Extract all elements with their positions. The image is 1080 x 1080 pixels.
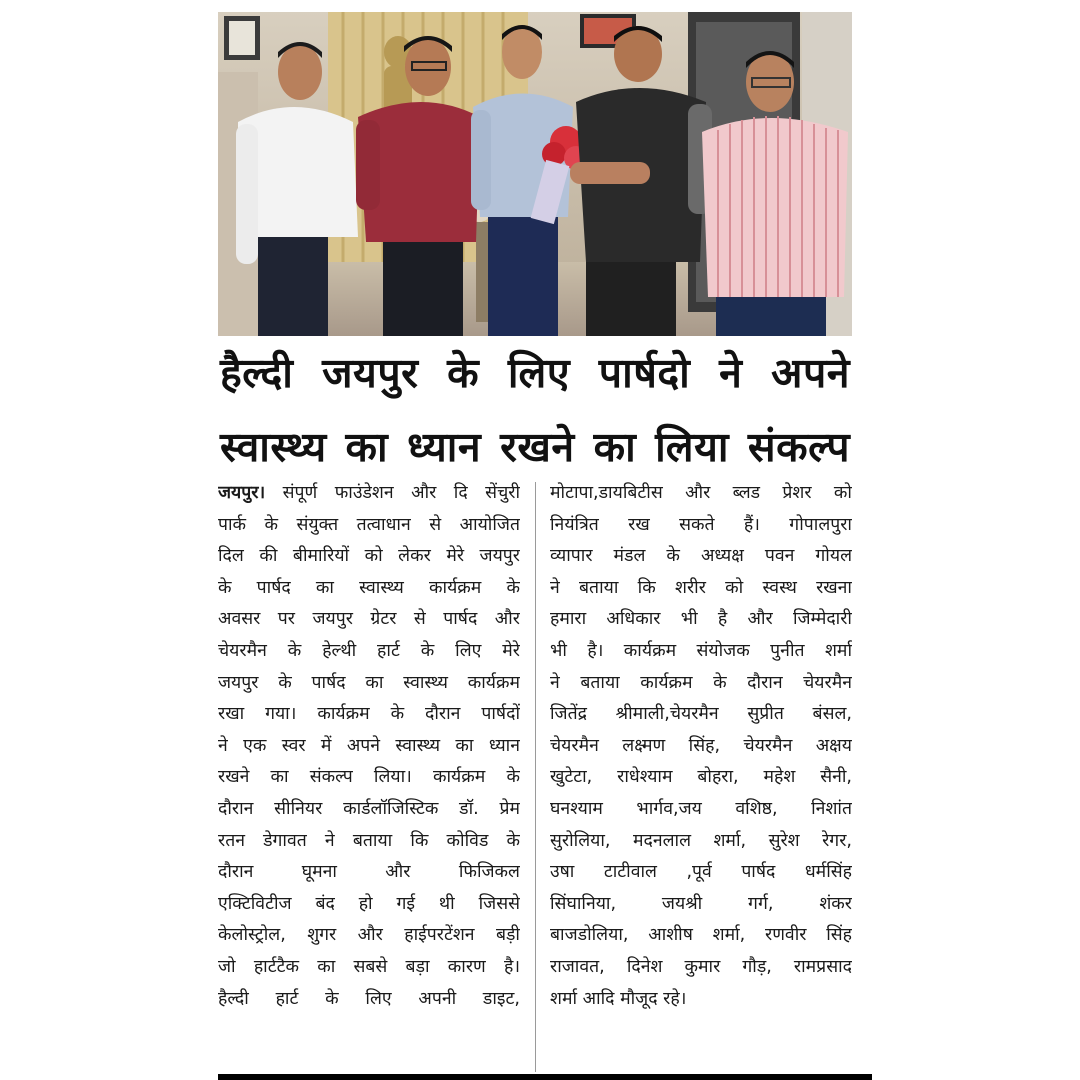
body-line: शर्मा आदि मौजूद रहे। [550,988,687,1009]
body-line: दौरान सीनियर कार्डलॉजिस्टिक डॉ. प्रेम [218,798,520,819]
body-line: भी है। कार्यक्रम संयोजक पुनीत शर्मा [550,640,852,661]
body-line: नियंत्रित रख सकते हैं। गोपालपुरा [550,514,852,535]
bottom-rule [218,1074,872,1080]
body-line: हमारा अधिकार भी है और जिम्मेदारी [550,609,852,630]
body-line: दौरान घूमना और फिजिकल [218,862,520,883]
article-left-column [218,478,520,1015]
body-line: रखा गया। कार्यक्रम के दौरान पार्षदों [218,704,520,725]
body-line: चेयरमैन के हेल्थी हार्ट के लिए मेरे [218,640,520,661]
newspaper-clipping [218,12,852,1068]
body-line: बाजडोलिया, आशीष शर्मा, रणवीर सिंह [550,925,852,946]
body-line: रतन डेगावत ने बताया कि कोविड के [218,830,520,851]
body-line: अवसर पर जयपुर ग्रेटर से पार्षद और [218,609,520,630]
body-line: जितेंद्र श्रीमाली,चेयरमैन सुप्रीत बंसल, [550,704,852,725]
body-line: व्यापार मंडल के अध्यक्ष पवन गोयल [550,546,852,567]
body-line: ने एक स्वर में अपने स्वास्थ्य का ध्यान [218,735,520,756]
body-line: रखने का संकल्प लिया। कार्यक्रम के [218,767,520,788]
headline-line-2: स्वास्थ्य का ध्यान रखने का लिया संकल्प [220,423,850,471]
body-line: चेयरमैन लक्ष्मण सिंह, चेयरमैन अक्षय [550,735,852,756]
body-line: राजावत, दिनेश कुमार गौड़, रामप्रसाद [550,956,852,977]
body-line: पार्क के संयुक्त तत्वाधान से आयोजित [218,514,520,535]
article-right-column [550,478,852,1015]
dateline: जयपुर। [218,483,266,503]
body-line: जयपुर के पार्षद का स्वास्थ्य कार्यक्रम [218,672,520,693]
body-line: घनश्याम भार्गव,जय वशिष्ठ, निशांत [550,798,852,819]
body-line: मोटापा,डायबिटीस और ब्लड प्रेशर को [550,483,852,503]
body-line: सिंघानिया, जयश्री गर्ग, शंकर [550,893,852,914]
news-photo [218,12,852,336]
body-line: जो हार्टटैक का सबसे बड़ा कारण है। [218,956,520,977]
body-line: ने बताया कार्यक्रम के दौरान चेयरमैन [550,672,852,693]
headline-line-1: हैल्दी जयपुर के लिए पार्षदो ने अपने [220,349,850,397]
body-line: संपूर्ण फाउंडेशन और दि सेंचुरी [265,483,520,503]
body-line: खुटेटा, राधेश्याम बोहरा, महेश सैनी, [550,767,852,788]
body-line: सुरोलिया, मदनलाल शर्मा, सुरेश रेगर, [550,830,852,851]
body-line: दिल की बीमारियों को लेकर मेरे जयपुर [218,546,520,567]
body-line: उषा टाटीवाल ,पूर्व पार्षद धर्मसिंह [550,862,852,883]
body-line: केलोस्ट्रोल, शुगर और हाईपरटेंशन बड़ी [218,925,520,946]
body-line: हैल्दी हार्ट के लिए अपनी डाइट, [218,988,520,1009]
column-divider [535,482,536,1072]
body-line: के पार्षद का स्वास्थ्य कार्यक्रम के [218,577,520,598]
body-line: ने बताया कि शरीर को स्वस्थ रखना [550,577,852,598]
body-line: एक्टिविटीज बंद हो गई थी जिससे [218,893,520,914]
